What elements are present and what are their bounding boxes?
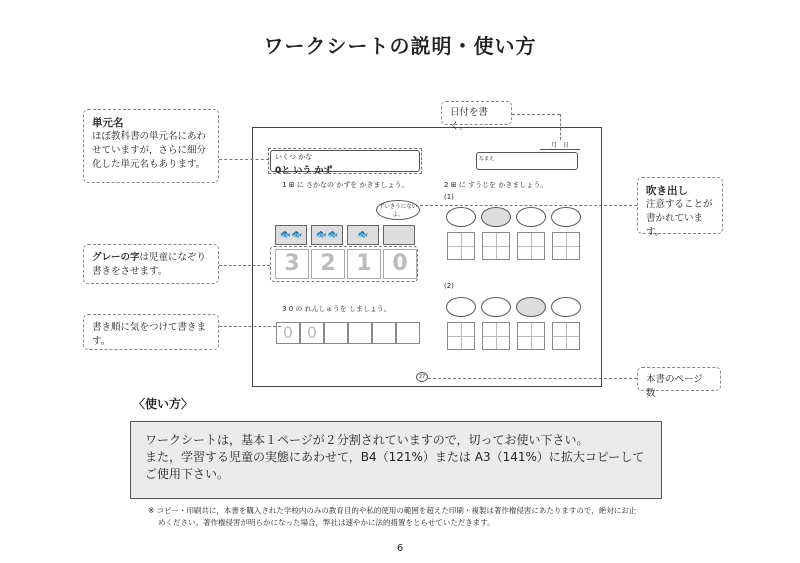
copyright-note-line-1: ※ コピー・印刷共に，本書を購入された学校内のみの教育目的や私的使用の範囲を超えた印刷・複製は著作権侵害にあたりますので，絶対にお止 xyxy=(148,506,637,515)
worksheet-name-box xyxy=(476,152,578,170)
answer-grid xyxy=(517,322,545,350)
callout-page-number: 本書のページ数 xyxy=(637,367,721,391)
leader-line xyxy=(219,265,270,266)
leader-line xyxy=(219,326,281,327)
answer-grid xyxy=(482,232,510,260)
leader-line xyxy=(428,378,637,379)
leader-line xyxy=(560,114,561,140)
callout-unit-name-heading: 単元名 xyxy=(92,117,124,129)
fish-card: 🐟🐟 xyxy=(275,225,307,245)
zero-trace-cell xyxy=(372,322,396,344)
callout-date: 日付を書く。 xyxy=(441,101,512,125)
usage-line-1: ワークシートは，基本１ページが２分割されていますので，切ってお使い下さい。 xyxy=(145,433,589,447)
fish-card: 🐟 xyxy=(347,225,379,245)
fruit-ellipse xyxy=(516,297,546,317)
fruit-ellipse xyxy=(446,297,476,317)
fish-card: 🐟🐟 xyxy=(311,225,343,245)
trace-number: 2 xyxy=(311,249,345,279)
callout-gray-chars-highlight: グレーの字 xyxy=(92,252,140,263)
fruit-ellipse xyxy=(551,297,581,317)
trace-number: 1 xyxy=(347,249,381,279)
worksheet-q1-text: さかなの かずを かきましょう。 xyxy=(306,181,409,189)
callout-speech-body: 注意することが書かれています。 xyxy=(646,199,713,238)
worksheet-unit-title: 0と いう かず xyxy=(275,166,333,176)
leader-line xyxy=(219,159,269,160)
answer-grid xyxy=(517,232,545,260)
callout-unit-name xyxy=(83,109,219,183)
trace-number: 3 xyxy=(275,249,309,279)
callout-speech-heading: 吹き出し xyxy=(646,185,688,197)
zero-trace-cell xyxy=(324,322,348,344)
callout-speech xyxy=(637,177,723,238)
leader-line xyxy=(420,205,637,206)
fruit-ellipse xyxy=(446,207,476,227)
fruit-ellipse xyxy=(481,207,511,227)
zero-trace-cell xyxy=(348,322,372,344)
worksheet-q2-1: (1) xyxy=(444,193,454,201)
answer-grid xyxy=(552,232,580,260)
zero-trace-cell: 0 xyxy=(276,322,300,344)
gray-char-highlight xyxy=(270,246,418,282)
worksheet-q2-text: すうじを かきましょう。 xyxy=(468,181,548,189)
worksheet-name-label: なまえ xyxy=(479,156,495,162)
worksheet-q3: 3 0 の れんしゅうを しましょう。 xyxy=(282,305,391,313)
leader-line xyxy=(512,114,560,115)
answer-grid xyxy=(552,322,580,350)
callout-gray-chars xyxy=(83,244,219,284)
worksheet-page-number: 27 xyxy=(416,372,428,382)
usage-line-2: また，学習する児童の実態にあわせて，B4（121%）または A3（141%）に拡大コピーして xyxy=(145,450,645,464)
worksheet-bubble-text: ずいきうにないよ。 xyxy=(378,204,418,218)
usage-box xyxy=(130,421,662,499)
callout-stroke-order: 書き順に気をつけて書きます。 xyxy=(83,314,219,350)
zero-trace-cell: 0 xyxy=(300,322,324,344)
fruit-ellipse xyxy=(516,207,546,227)
usage-line-3: ご使用下さい。 xyxy=(145,467,230,481)
usage-heading: 〈使い方〉 xyxy=(133,397,194,411)
unit-highlight xyxy=(268,148,422,174)
callout-unit-name-body: ほぼ教科書の単元名にあわせていますが，さらに細分化した単元名もあります。 xyxy=(92,131,207,170)
page-number: 6 xyxy=(396,543,404,554)
worksheet-q2-2: (2) xyxy=(444,282,454,290)
worksheet-date: 月 日 xyxy=(540,140,580,150)
page-title: ワークシートの説明・使い方 xyxy=(263,34,537,58)
trace-number: 0 xyxy=(383,249,417,279)
worksheet-speech-bubble xyxy=(376,200,420,220)
answer-grid xyxy=(447,232,475,260)
callout-gray-chars-body: は児童になぞり書きをさせます。 xyxy=(92,252,207,277)
fruit-ellipse xyxy=(551,207,581,227)
fish-card xyxy=(383,225,415,245)
worksheet-q3-text: 0 の れんしゅうを しましょう。 xyxy=(288,305,391,313)
copyright-note xyxy=(148,505,728,529)
fruit-ellipse xyxy=(481,297,511,317)
copyright-note-line-2: めください。著作権侵害が明らかになった場合，弊社は速やかに法的措置をとらせていただきます。 xyxy=(158,518,495,527)
zero-trace-cell xyxy=(396,322,420,344)
answer-grid xyxy=(447,322,475,350)
worksheet-q2: 2 ⊞ に すうじを かきましょう。 xyxy=(444,181,548,189)
answer-grid xyxy=(482,322,510,350)
worksheet-unit-sub: いくつ かな xyxy=(275,153,313,161)
worksheet-q1: 1 ⊞ に さかなの かずを かきましょう。 xyxy=(282,181,409,189)
